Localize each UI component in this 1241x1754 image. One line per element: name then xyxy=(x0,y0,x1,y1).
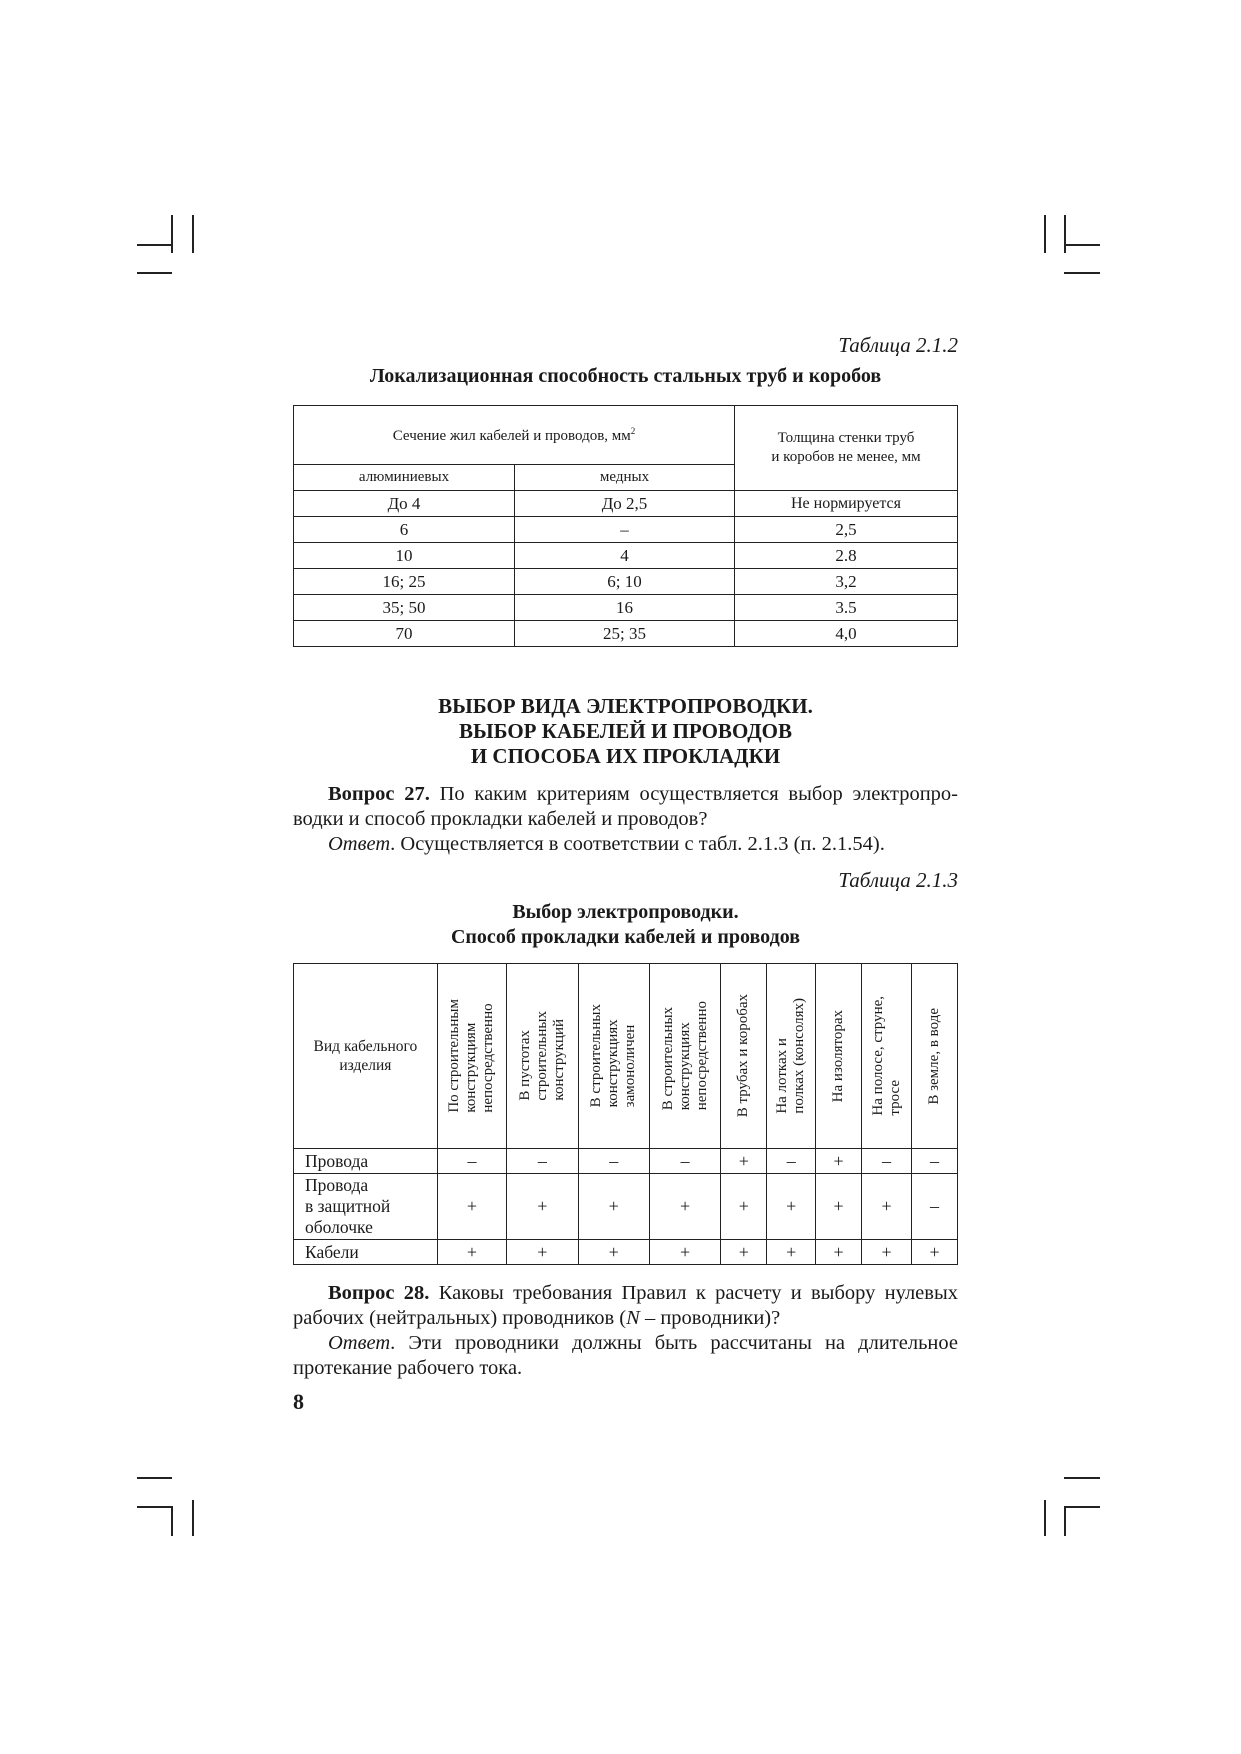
row-label: Кабели xyxy=(294,1240,438,1265)
cell: – xyxy=(767,1149,816,1174)
cell: 2.8 xyxy=(735,543,958,569)
cell: + xyxy=(721,1240,767,1265)
crop-mark xyxy=(1044,215,1046,253)
wiring-method-table xyxy=(293,963,958,1265)
column-header: На изоляторах xyxy=(816,964,862,1149)
column-header: По строительным конструкциям непосредственно xyxy=(437,964,506,1149)
crop-mark xyxy=(1044,1500,1046,1536)
table-row xyxy=(294,491,958,517)
cell: + xyxy=(437,1174,506,1240)
cell: + xyxy=(721,1149,767,1174)
cell: + xyxy=(578,1174,649,1240)
crop-mark xyxy=(171,1506,173,1536)
section-heading: ВЫБОР ВИДА ЭЛЕКТРОПРОВОДКИ. ВЫБОР КАБЕЛЕЙ И ПРОВОДОВ И СПОСОБА ИХ ПРОКЛАДКИ xyxy=(438,694,813,768)
cell: + xyxy=(649,1240,720,1265)
table-row xyxy=(294,569,958,595)
cell: До 4 xyxy=(294,491,515,517)
column-header: В пустотах строительных конструкций xyxy=(507,964,578,1149)
crop-mark xyxy=(192,1500,194,1536)
cell: + xyxy=(767,1240,816,1265)
column-header: На полосе, струне, тросе xyxy=(862,964,912,1149)
cell: – xyxy=(649,1149,720,1174)
cell: 25; 35 xyxy=(515,621,735,647)
column-header: В трубах и коробах xyxy=(721,964,767,1149)
crop-mark xyxy=(137,1506,172,1508)
table-row xyxy=(294,621,958,647)
table-row xyxy=(294,543,958,569)
cell: + xyxy=(767,1174,816,1240)
cell: – xyxy=(578,1149,649,1174)
crop-mark xyxy=(192,215,194,253)
cell: + xyxy=(912,1240,958,1265)
question-28: Вопрос 28. Каковы требования Правил к расчету и выбору нулевых рабочих (нейтральных) проводников (N – проводники)? Ответ. Эти проводники должны быть рассчитаны на длительное протекание рабочего тока. xyxy=(293,1282,958,1379)
cell: До 2,5 xyxy=(515,491,735,517)
crop-mark xyxy=(1064,1477,1100,1479)
crop-mark xyxy=(171,215,173,253)
cell: – xyxy=(515,517,735,543)
cell: + xyxy=(437,1240,506,1265)
cell: + xyxy=(507,1240,578,1265)
cell: 70 xyxy=(294,621,515,647)
cell: – xyxy=(437,1149,506,1174)
crop-mark xyxy=(137,244,172,246)
row-label: Провода в защитной оболочке xyxy=(294,1174,438,1240)
steel-pipes-table xyxy=(293,405,958,647)
table-row xyxy=(294,1149,958,1174)
column-header: В земле, в воде xyxy=(912,964,958,1149)
crop-mark xyxy=(1064,272,1100,274)
cell: + xyxy=(816,1149,862,1174)
cell: + xyxy=(862,1240,912,1265)
cell: + xyxy=(721,1174,767,1240)
cell: 3.5 xyxy=(735,595,958,621)
crop-mark xyxy=(1064,1506,1100,1508)
page-number: 8 xyxy=(293,1389,304,1414)
header-section: Сечение жил кабелей и проводов, $мм^2$ xyxy=(294,406,735,465)
cell: – xyxy=(862,1149,912,1174)
question-27: Вопрос 27. По каким критериям осуществляется выбор электропро- водки и способ прокладки кабелей и проводов? Ответ. Осуществляется в соответствии с табл. 2.1.3 (п. 2.1.54). xyxy=(293,783,958,855)
row-label: Провода xyxy=(294,1149,438,1174)
table-row xyxy=(294,595,958,621)
column-header: В строительных конструкциях непосредственно xyxy=(649,964,720,1149)
column-header: В строительных конструкциях замоноличен xyxy=(578,964,649,1149)
corner-header: Вид кабельного изделия xyxy=(294,964,438,1149)
table-row xyxy=(294,517,958,543)
cell: – xyxy=(912,1174,958,1240)
cell: + xyxy=(816,1240,862,1265)
cell: – xyxy=(507,1149,578,1174)
table-title: Локализационная способность стальных труб и коробов xyxy=(369,365,882,387)
cell: 10 xyxy=(294,543,515,569)
cell: 4 xyxy=(515,543,735,569)
cell: 4,0 xyxy=(735,621,958,647)
table-label: Таблица 2.1.3 xyxy=(838,868,958,892)
cell: + xyxy=(578,1240,649,1265)
cell: 6; 10 xyxy=(515,569,735,595)
cell: Не нормируется xyxy=(735,491,958,517)
cell: 16; 25 xyxy=(294,569,515,595)
subheader-copper: медных xyxy=(515,465,735,491)
cell: + xyxy=(649,1174,720,1240)
crop-mark xyxy=(137,1477,172,1479)
table-label: Таблица 2.1.2 xyxy=(838,333,958,357)
cell: – xyxy=(912,1149,958,1174)
header-thickness: Толщина стенки труб и коробов не менее, мм xyxy=(735,406,958,491)
crop-mark xyxy=(1064,244,1100,246)
cell: 3,2 xyxy=(735,569,958,595)
cell: + xyxy=(862,1174,912,1240)
cell: 6 xyxy=(294,517,515,543)
cell: 2,5 xyxy=(735,517,958,543)
cell: 35; 50 xyxy=(294,595,515,621)
table-title: Выбор электропроводки. Способ прокладки кабелей и проводов xyxy=(450,901,801,948)
cell: + xyxy=(507,1174,578,1240)
crop-mark xyxy=(1064,215,1066,253)
subheader-aluminum: алюминиевых xyxy=(294,465,515,491)
cell: + xyxy=(816,1174,862,1240)
column-header: На лотках и полках (консолях) xyxy=(767,964,816,1149)
table-row xyxy=(294,1174,958,1240)
cell: 16 xyxy=(515,595,735,621)
crop-mark xyxy=(137,272,172,274)
table-row xyxy=(294,1240,958,1265)
crop-mark xyxy=(1064,1506,1066,1536)
